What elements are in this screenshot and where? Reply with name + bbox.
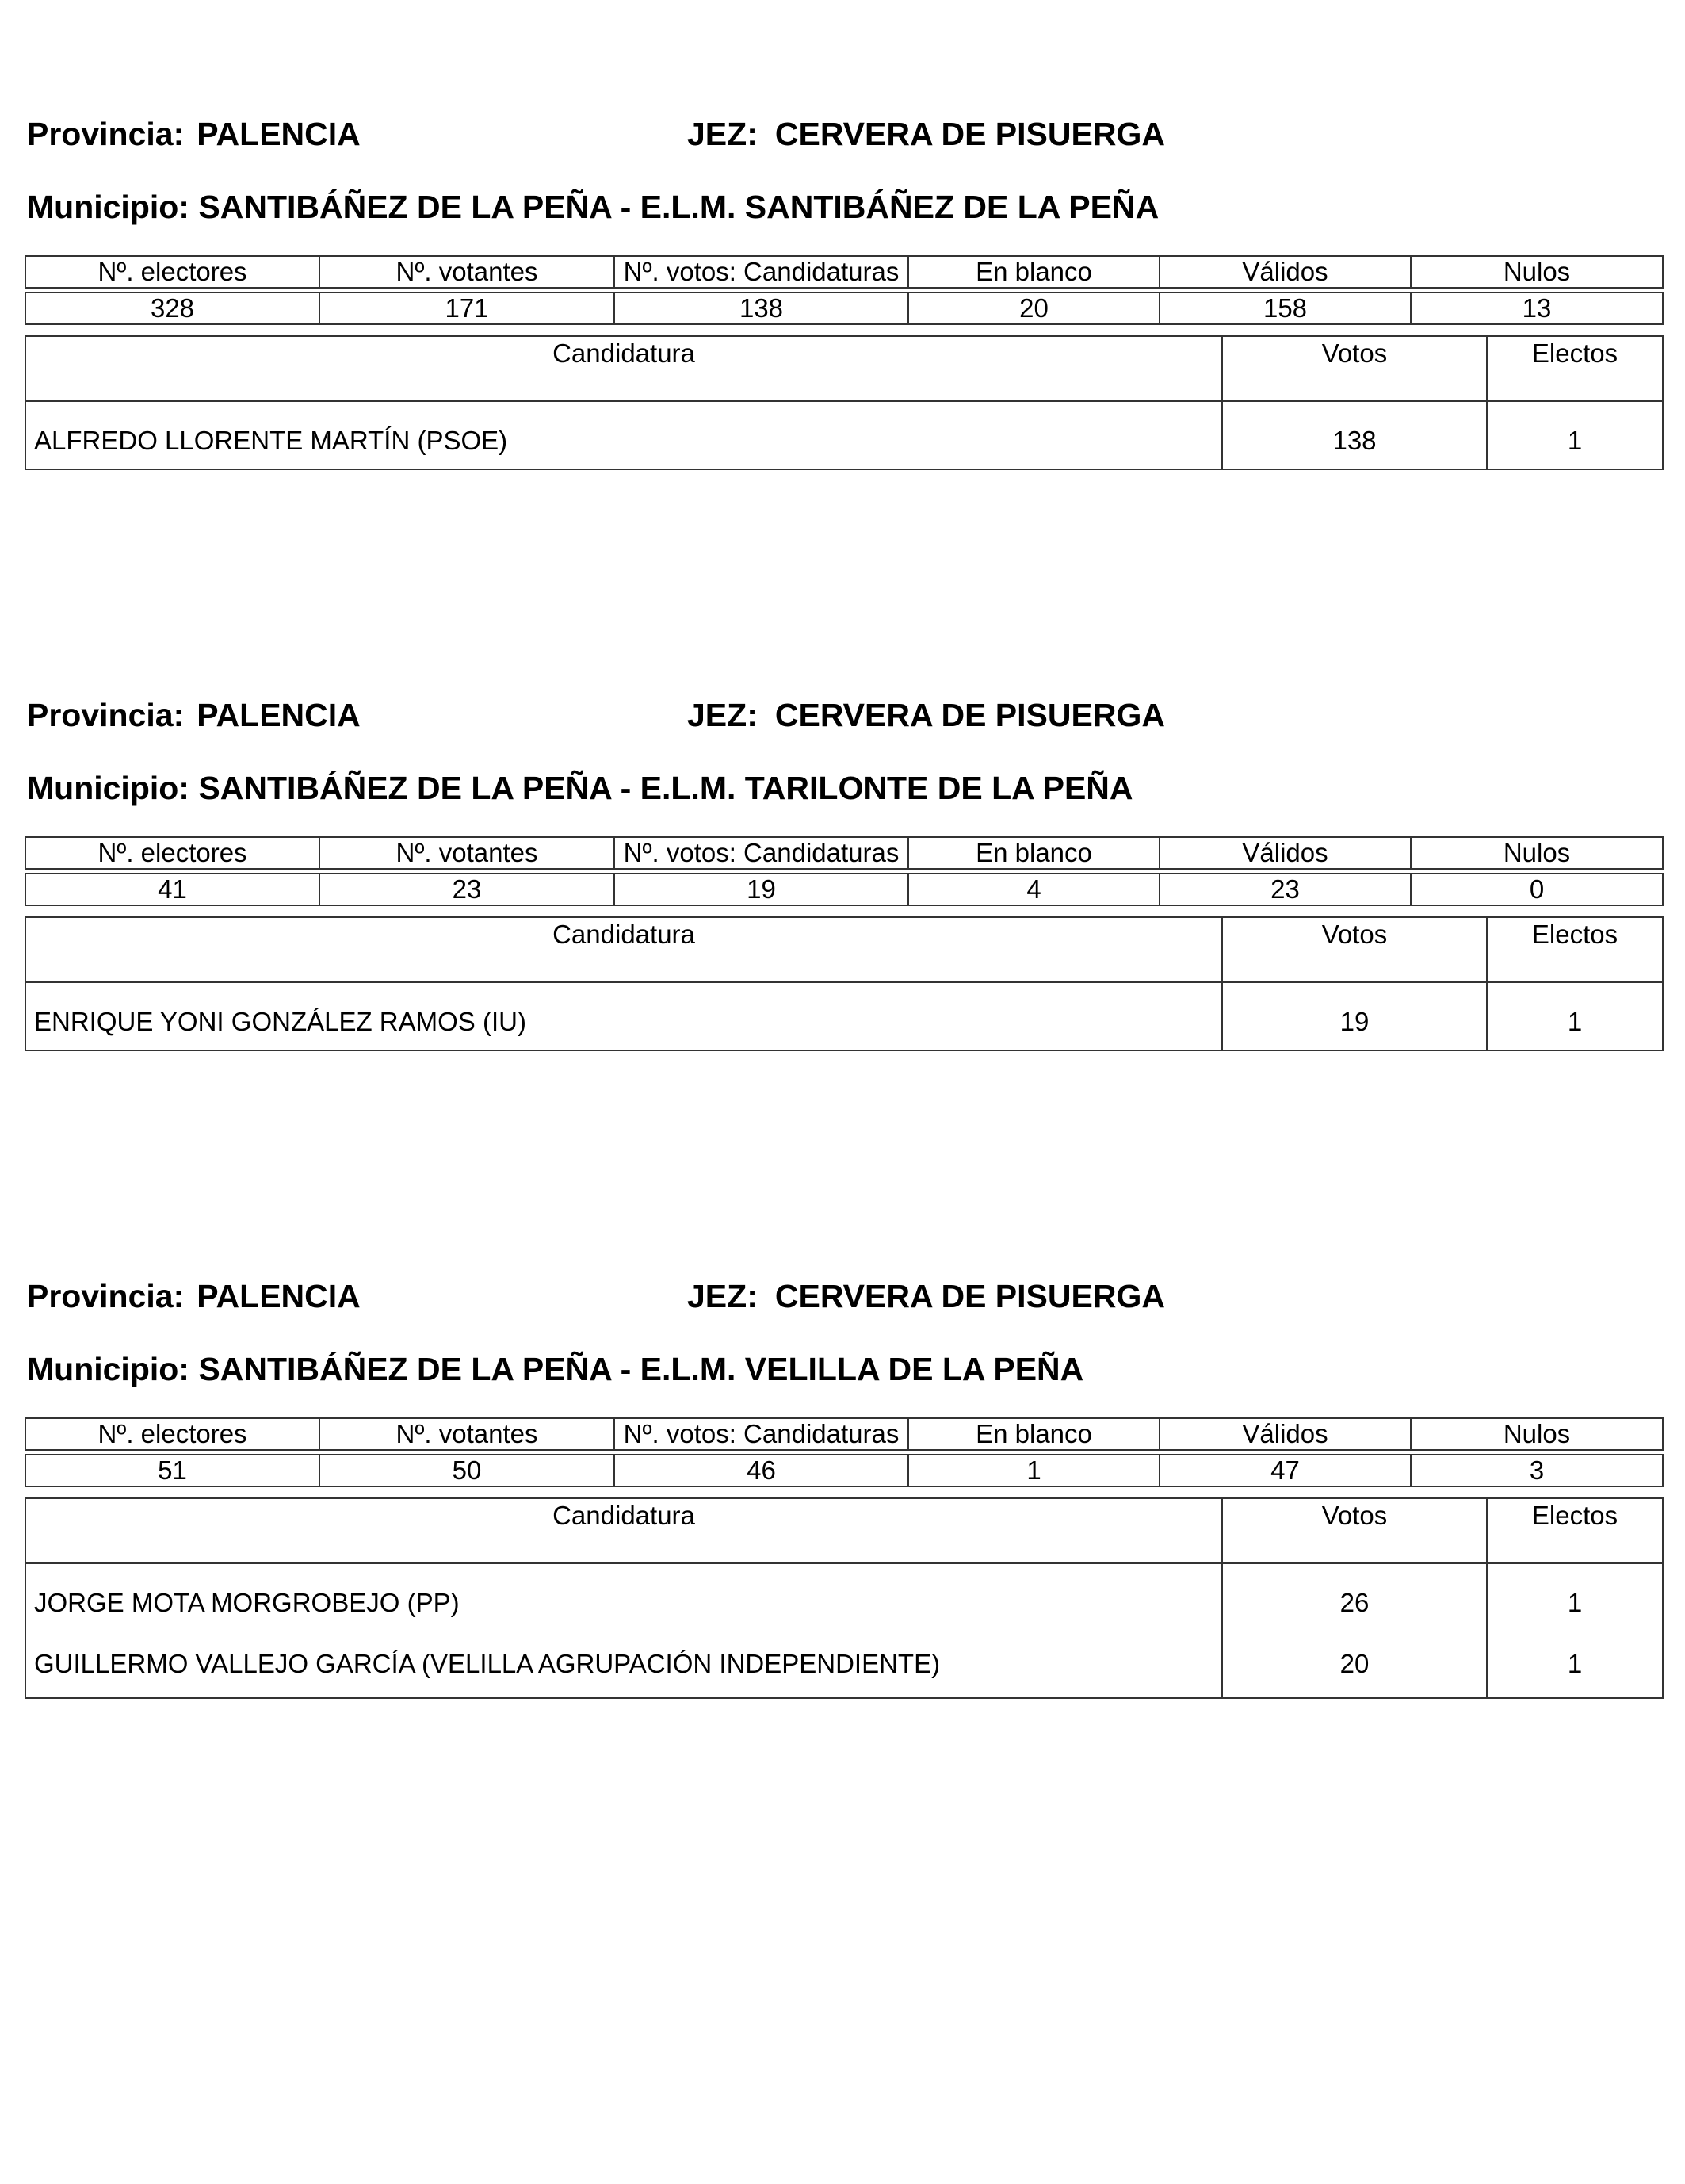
stats-header-row xyxy=(25,256,1663,288)
stats-value-votantes: 23 xyxy=(319,874,614,905)
stats-table xyxy=(25,1417,1664,1487)
stats-value-votantes: 50 xyxy=(319,1455,614,1486)
stats-header-validos: Válidos xyxy=(1160,256,1411,288)
stats-value-validos: 47 xyxy=(1160,1455,1411,1486)
election-section-2 xyxy=(25,696,1662,1092)
stats-value-votos-candidaturas: 19 xyxy=(614,874,908,905)
stats-value-electores: 41 xyxy=(25,874,319,905)
jez-label: JEZ: xyxy=(687,697,758,733)
stats-header-votantes: Nº. votantes xyxy=(319,256,614,288)
stats-value-electores: 51 xyxy=(25,1455,319,1486)
votos-header: Votos xyxy=(1222,917,1487,982)
jez-header xyxy=(687,696,1165,734)
candidate-row xyxy=(25,401,1663,469)
stats-header-row xyxy=(25,837,1663,869)
candidate-votos: 138 xyxy=(1222,401,1487,469)
stats-value-row xyxy=(25,1455,1663,1486)
candidate-row xyxy=(25,1631,1663,1698)
stats-table xyxy=(25,255,1664,325)
stats-value-votantes: 171 xyxy=(319,293,614,324)
provincia-value: PALENCIA xyxy=(197,1278,361,1314)
municipio-header xyxy=(27,769,1133,807)
stats-value-nulos: 13 xyxy=(1411,293,1663,324)
candidate-electos: 1 xyxy=(1487,982,1663,1050)
candidate-name: GUILLERMO VALLEJO GARCÍA (VELILLA AGRUPACIÓN INDEPENDIENTE) xyxy=(25,1631,1222,1698)
candidate-electos: 1 xyxy=(1487,1631,1663,1698)
jez-value: CERVERA DE PISUERGA xyxy=(774,697,1165,733)
stats-value-en-blanco: 1 xyxy=(908,1455,1160,1486)
stats-header-votos-candidaturas: Nº. votos: Candidaturas xyxy=(614,837,908,869)
municipio-label: Municipio: xyxy=(27,189,189,225)
stats-value-en-blanco: 20 xyxy=(908,293,1160,324)
votos-header: Votos xyxy=(1222,336,1487,401)
stats-value-row xyxy=(25,874,1663,905)
stats-value-nulos: 0 xyxy=(1411,874,1663,905)
municipio-value: SANTIBÁÑEZ DE LA PEÑA - E.L.M. TARILONTE DE LA PEÑA xyxy=(198,770,1133,806)
candidate-row xyxy=(25,1563,1663,1631)
candidatura-header: Candidatura xyxy=(25,917,1222,982)
provincia-value: PALENCIA xyxy=(197,697,361,733)
stats-header-validos: Válidos xyxy=(1160,1418,1411,1450)
stats-header-nulos: Nulos xyxy=(1411,1418,1663,1450)
stats-header-electores: Nº. electores xyxy=(25,1418,319,1450)
stats-header-nulos: Nulos xyxy=(1411,837,1663,869)
stats-header-validos: Válidos xyxy=(1160,837,1411,869)
stats-value-row xyxy=(25,293,1663,324)
stats-header-votos-candidaturas: Nº. votos: Candidaturas xyxy=(614,256,908,288)
candidates-table xyxy=(25,1497,1664,1699)
candidates-table xyxy=(25,916,1664,1051)
candidate-votos: 20 xyxy=(1222,1631,1487,1698)
candidatura-header: Candidatura xyxy=(25,1498,1222,1563)
stats-header-row xyxy=(25,1418,1663,1450)
jez-value: CERVERA DE PISUERGA xyxy=(774,1278,1165,1314)
candidate-name: JORGE MOTA MORGROBEJO (PP) xyxy=(25,1563,1222,1631)
stats-header-en-blanco: En blanco xyxy=(908,1418,1160,1450)
provincia-header xyxy=(27,1277,361,1315)
candidates-header-row xyxy=(25,336,1663,401)
municipio-header xyxy=(27,1350,1083,1388)
stats-header-electores: Nº. electores xyxy=(25,256,319,288)
stats-header-electores: Nº. electores xyxy=(25,837,319,869)
candidate-row xyxy=(25,982,1663,1050)
stats-value-en-blanco: 4 xyxy=(908,874,1160,905)
stats-value-validos: 158 xyxy=(1160,293,1411,324)
stats-value-electores: 328 xyxy=(25,293,319,324)
municipio-value: SANTIBÁÑEZ DE LA PEÑA - E.L.M. SANTIBÁÑEZ DE LA PEÑA xyxy=(198,189,1160,225)
stats-value-votos-candidaturas: 46 xyxy=(614,1455,908,1486)
jez-header xyxy=(687,115,1165,153)
votos-header: Votos xyxy=(1222,1498,1487,1563)
jez-header xyxy=(687,1277,1165,1315)
electos-header: Electos xyxy=(1487,1498,1663,1563)
candidate-votos: 26 xyxy=(1222,1563,1487,1631)
provincia-label: Provincia: xyxy=(27,1278,185,1314)
stats-table xyxy=(25,836,1664,906)
stats-header-en-blanco: En blanco xyxy=(908,837,1160,869)
provincia-header xyxy=(27,696,361,734)
provincia-label: Provincia: xyxy=(27,116,185,152)
municipio-header xyxy=(27,188,1159,226)
provincia-header xyxy=(27,115,361,153)
candidate-electos: 1 xyxy=(1487,1563,1663,1631)
stats-header-votantes: Nº. votantes xyxy=(319,1418,614,1450)
candidate-name: ALFREDO LLORENTE MARTÍN (PSOE) xyxy=(25,401,1222,469)
jez-value: CERVERA DE PISUERGA xyxy=(774,116,1165,152)
electos-header: Electos xyxy=(1487,917,1663,982)
stats-header-nulos: Nulos xyxy=(1411,256,1663,288)
municipio-label: Municipio: xyxy=(27,1351,189,1387)
provincia-value: PALENCIA xyxy=(197,116,361,152)
candidate-name: ENRIQUE YONI GONZÁLEZ RAMOS (IU) xyxy=(25,982,1222,1050)
stats-value-votos-candidaturas: 138 xyxy=(614,293,908,324)
electos-header: Electos xyxy=(1487,336,1663,401)
stats-value-nulos: 3 xyxy=(1411,1455,1663,1486)
stats-header-votantes: Nº. votantes xyxy=(319,837,614,869)
jez-label: JEZ: xyxy=(687,1278,758,1314)
candidatura-header: Candidatura xyxy=(25,336,1222,401)
candidate-votos: 19 xyxy=(1222,982,1487,1050)
candidate-electos: 1 xyxy=(1487,401,1663,469)
stats-header-votos-candidaturas: Nº. votos: Candidaturas xyxy=(614,1418,908,1450)
municipio-value: SANTIBÁÑEZ DE LA PEÑA - E.L.M. VELILLA DE LA PEÑA xyxy=(198,1351,1084,1387)
election-section-3 xyxy=(25,1277,1662,1678)
stats-value-validos: 23 xyxy=(1160,874,1411,905)
provincia-label: Provincia: xyxy=(27,697,185,733)
election-section-1 xyxy=(25,115,1662,511)
municipio-label: Municipio: xyxy=(27,770,189,806)
candidates-header-row xyxy=(25,1498,1663,1563)
jez-label: JEZ: xyxy=(687,116,758,152)
candidates-header-row xyxy=(25,917,1663,982)
stats-header-en-blanco: En blanco xyxy=(908,256,1160,288)
candidates-table xyxy=(25,335,1664,470)
